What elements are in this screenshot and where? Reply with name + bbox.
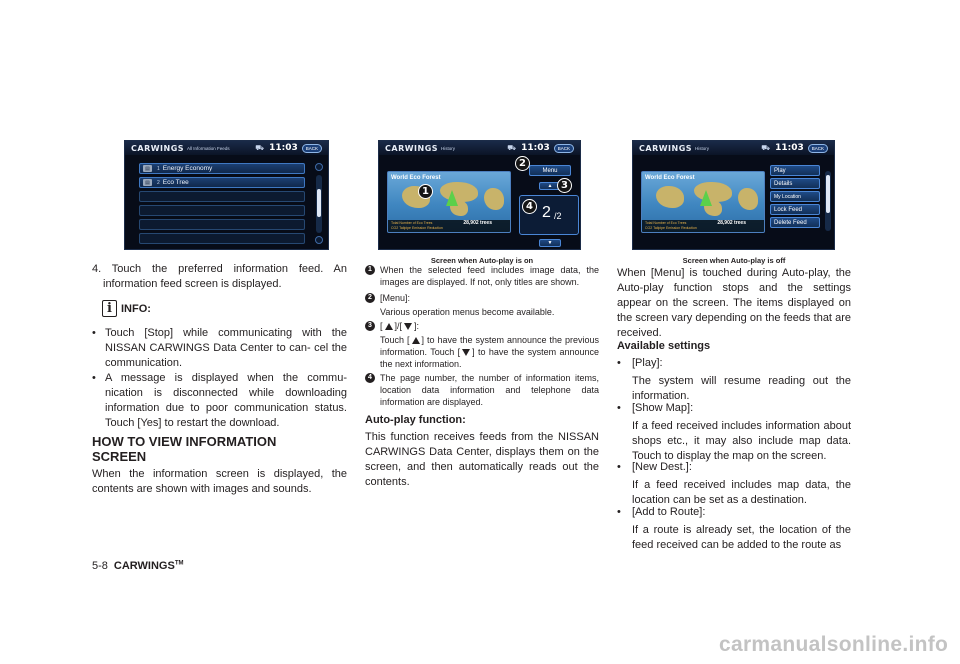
- eco-forest-map: [387, 171, 511, 233]
- back-button[interactable]: BACK: [302, 144, 322, 153]
- item-3: 3 [ ]/[ ]: Touch [ ] to have the system announce the previous information. Touch [ ] to have the system announce the next information.: [365, 320, 599, 370]
- setting-new-dest: • [New Dest.]: If a feed received includes map data, the location can be set as a destination.: [617, 461, 851, 506]
- screenshot-history-autoplay-on: [378, 140, 581, 250]
- car-icon: ⛟: [761, 144, 771, 152]
- map-stats: Total Number of Eco Trees CO2 Tailpipe Emission Reduction 28,902 trees: [642, 220, 764, 232]
- continent: [484, 188, 504, 210]
- autoplay-heading: Auto-play function:: [365, 414, 466, 426]
- item-2: 2 [Menu]: Various operation menus become available.: [365, 292, 599, 318]
- scrollbar-thumb[interactable]: [826, 175, 830, 213]
- screenshot-all-information-feeds: [124, 140, 329, 250]
- feed-row-empty: [139, 205, 305, 216]
- back-button[interactable]: BACK: [808, 144, 828, 153]
- menu-button[interactable]: Menu: [529, 165, 571, 176]
- feed-row-empty: [139, 233, 305, 244]
- breadcrumb: History: [441, 145, 456, 151]
- info-bullet: • Touch [Stop] while communicating with the NISSAN CARWINGS Data Center to can- cel the communication.: [92, 327, 347, 369]
- breadcrumb: All Information Feeds: [187, 145, 230, 151]
- clock: 11:03: [269, 143, 298, 153]
- car-icon: ⛟: [507, 144, 517, 152]
- back-button[interactable]: BACK: [554, 144, 574, 153]
- scrollbar[interactable]: [825, 171, 831, 231]
- feed-row-eco-tree[interactable]: ▤ 2 Eco Tree: [139, 177, 305, 188]
- details-button[interactable]: Details: [770, 178, 820, 189]
- callout-3: 3: [557, 178, 572, 193]
- page-number: 2: [542, 204, 551, 221]
- scrollbar[interactable]: [316, 175, 322, 233]
- down-arrow-icon: [462, 349, 470, 356]
- feed-row-energy-economy[interactable]: ▤ 1 Energy Economy: [139, 163, 305, 174]
- callout-4: 4: [522, 199, 537, 214]
- item-1: 1 When the selected feed includes image data, the images are displayed. If not, only titles are shown.: [365, 264, 599, 288]
- previous-button[interactable]: ▲: [539, 182, 561, 190]
- continent: [656, 186, 684, 208]
- scrollbar-thumb[interactable]: [317, 189, 321, 217]
- eco-forest-map: [641, 171, 765, 233]
- menu-paragraph: When [Menu] is touched during Auto-play, the Auto-play function stops and the settings appear on the screen. The items displayed on the screen vary depending on the feeds that are received.: [617, 267, 851, 339]
- feed-icon: ▤: [143, 165, 152, 172]
- map-stats: Total Number of Eco Trees CO2 Tailpipe Emission Reduction 28,902 trees: [388, 220, 510, 232]
- tree-icon: [700, 190, 712, 206]
- feed-row-empty: [139, 191, 305, 202]
- autoplay-paragraph: This function receives feeds from the NISSAN CARWINGS Data Center, displays them on the screen, and then automatically reads out the contents.: [365, 431, 599, 488]
- clock: 11:03: [521, 143, 550, 153]
- lock-feed-button[interactable]: Lock Feed: [770, 204, 820, 215]
- setting-show-map: • [Show Map]: If a feed received includes information about shops etc., it may also include map data. Touch to display the map on the screen.: [617, 402, 851, 462]
- feed-row-label: Energy Economy: [162, 165, 213, 172]
- screenshot-history-autoplay-off: [632, 140, 835, 250]
- up-arrow-icon: [385, 323, 393, 330]
- brand-logo: CARWINGS: [131, 143, 185, 153]
- page-total: /2: [554, 211, 562, 221]
- caption-autoplay-off: Screen when Auto-play is off: [682, 256, 786, 265]
- map-title: World Eco Forest: [645, 175, 695, 181]
- my-location-button[interactable]: My Location: [770, 191, 820, 202]
- page-number: 5-8: [92, 560, 108, 572]
- feed-row-empty: [139, 219, 305, 230]
- step-4: 4. Touch the preferred information feed. An information feed screen is displayed.: [92, 263, 347, 290]
- feed-row-label: Eco Tree: [162, 179, 189, 186]
- feed-icon: ▤: [143, 179, 152, 186]
- section-paragraph: When the information screen is displayed, the contents are shown with images and sounds.: [92, 468, 347, 495]
- callout-1: 1: [418, 184, 433, 199]
- tree-icon: [446, 190, 458, 206]
- info-icon: i: [102, 300, 117, 317]
- section-name: CARWINGS: [113, 560, 175, 572]
- delete-feed-button[interactable]: Delete Feed: [770, 217, 820, 228]
- screen-header: [633, 141, 834, 155]
- breadcrumb: History: [695, 145, 710, 151]
- page-footer: [92, 560, 184, 572]
- item-4: 4 The page number, the number of information items, location data information and telephone data information are displayed.: [365, 372, 599, 408]
- brand-logo: CARWINGS: [385, 143, 439, 153]
- next-button[interactable]: ▼: [539, 239, 561, 247]
- play-button[interactable]: Play: [770, 165, 820, 176]
- watermark: carmanualsonline.info: [719, 633, 949, 656]
- clock: 11:03: [775, 143, 804, 153]
- continent: [738, 188, 758, 210]
- trademark: TM: [174, 560, 184, 567]
- available-settings-heading: Available settings: [617, 340, 711, 352]
- caption-autoplay-on: Screen when Auto-play is on: [430, 256, 534, 265]
- scroll-up-icon[interactable]: [315, 163, 323, 171]
- info-bullet: • A message is displayed when the commu- nication is disconnected while downloading information due to poor communication status. Touch [Yes] to restart the download.: [92, 372, 347, 429]
- map-title: World Eco Forest: [391, 175, 441, 181]
- brand-logo: CARWINGS: [639, 143, 693, 153]
- screen-header: [125, 141, 328, 155]
- info-label: INFO:: [121, 303, 151, 315]
- screen-header: [379, 141, 580, 155]
- section-heading: HOW TO VIEW INFORMATION SCREEN: [92, 434, 277, 464]
- up-arrow-icon: [412, 337, 420, 344]
- setting-add-to-route: • [Add to Route]: If a route is already set, the location of the feed received can be added to the route as: [617, 506, 851, 551]
- down-arrow-icon: [404, 323, 412, 330]
- setting-play: • [Play]: The system will resume reading out the information.: [617, 357, 851, 402]
- car-icon: ⛟: [255, 144, 265, 152]
- scroll-down-icon[interactable]: [315, 236, 323, 244]
- callout-2: 2: [515, 156, 530, 171]
